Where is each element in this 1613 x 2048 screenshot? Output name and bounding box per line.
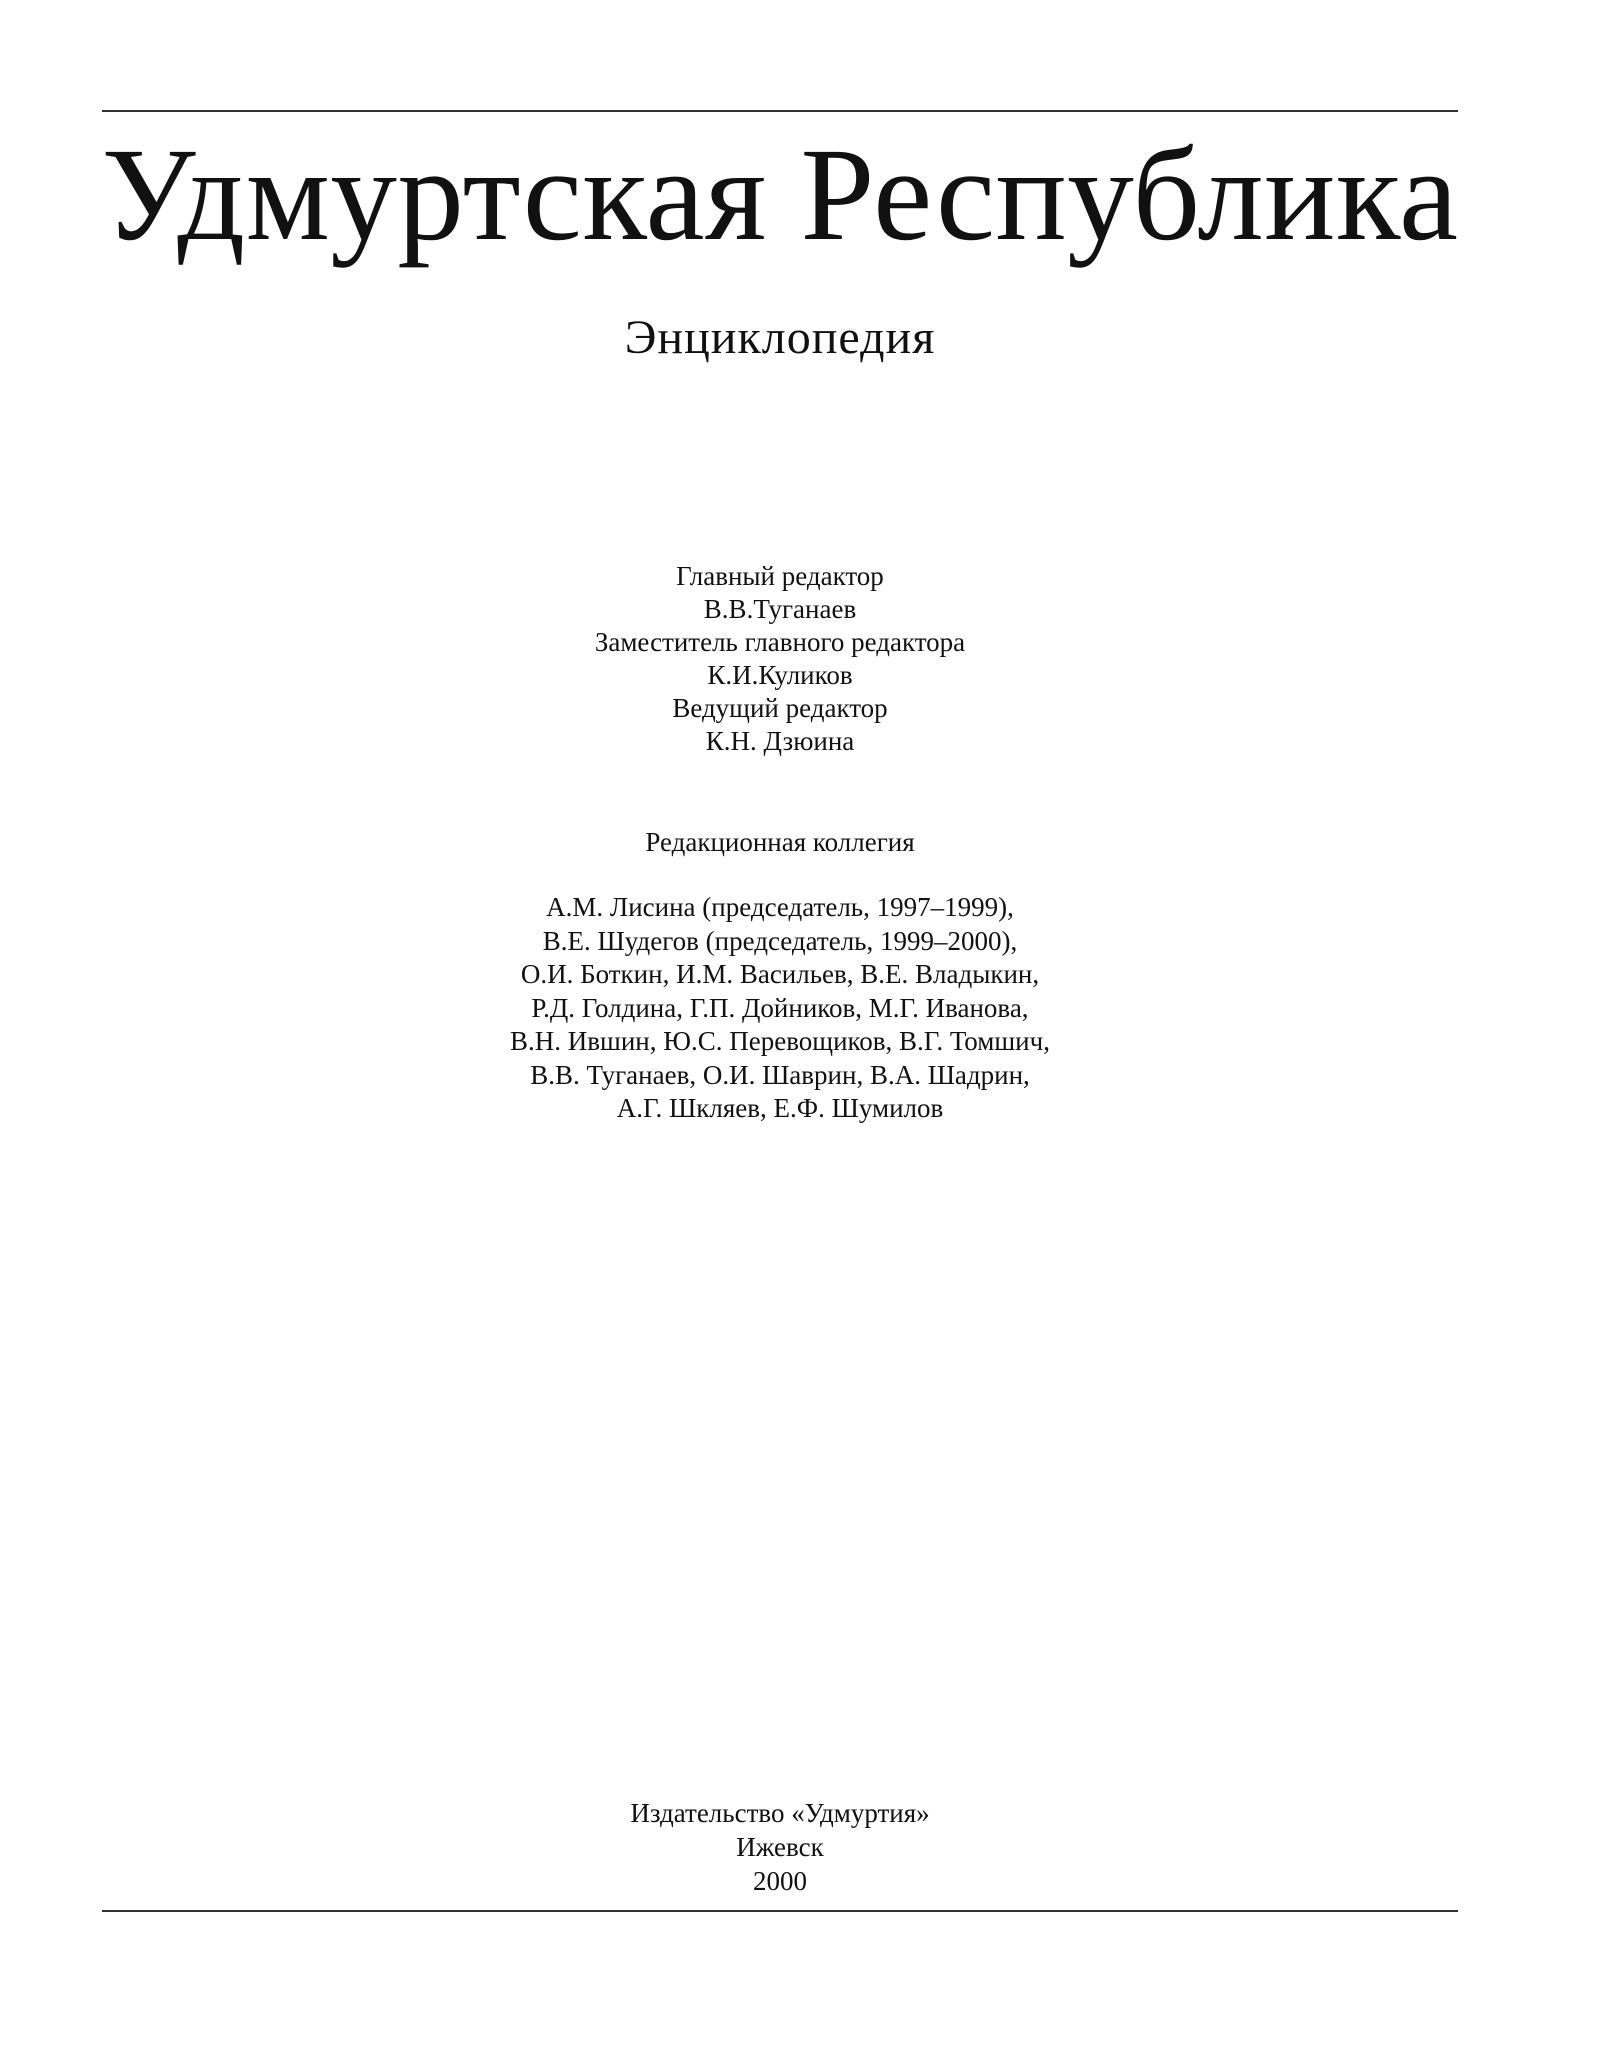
editors-block [0,560,1560,758]
top-rule [102,110,1458,112]
editor-in-chief-label: Главный редактор [676,561,884,591]
board-member-line: В.Н. Ившин, Ю.С. Перевощиков, В.Г. Томшич, [510,1026,1050,1056]
board-member-line: В.Е. Шудегов (председатель, 1999–2000), [542,925,1018,956]
board-member-line: А.Г. Шкляев, Е.Ф. Шумилов [616,1093,944,1123]
editorial-board-members [0,891,1560,1126]
board-member-line: А.М. Лисина (председатель, 1997–1999), [546,892,1014,922]
publication-year: 2000 [753,1866,807,1896]
deputy-editor-name: К.И.Куликов [707,660,853,690]
book-subtitle: Энциклопедия [624,311,936,364]
board-member-line: Р.Д. Голдина, Г.П. Дойников, М.Г. Иванова, [531,992,1029,1023]
book-title: Удмуртская Республика [101,120,1459,268]
editor-in-chief-name: В.В.Туганаев [703,594,857,624]
deputy-editor-label: Заместитель главного редактора [594,627,966,657]
publisher-name: Издательство «Удмуртия» [630,1798,930,1828]
board-member-line: О.И. Боткин, И.М. Васильев, В.Е. Владыкин, [520,959,1040,989]
lead-editor-label: Ведущий редактор [672,693,888,723]
board-member-line: В.В. Туганаев, О.И. Шаврин, В.А. Шадрин, [530,1059,1030,1090]
publication-city: Ижевск [736,1832,824,1862]
lead-editor-name: К.Н. Дзюина [705,726,855,756]
editorial-board-heading: Редакционная коллегия [645,827,915,857]
imprint-block [0,1796,1560,1898]
bottom-rule [102,1910,1458,1912]
